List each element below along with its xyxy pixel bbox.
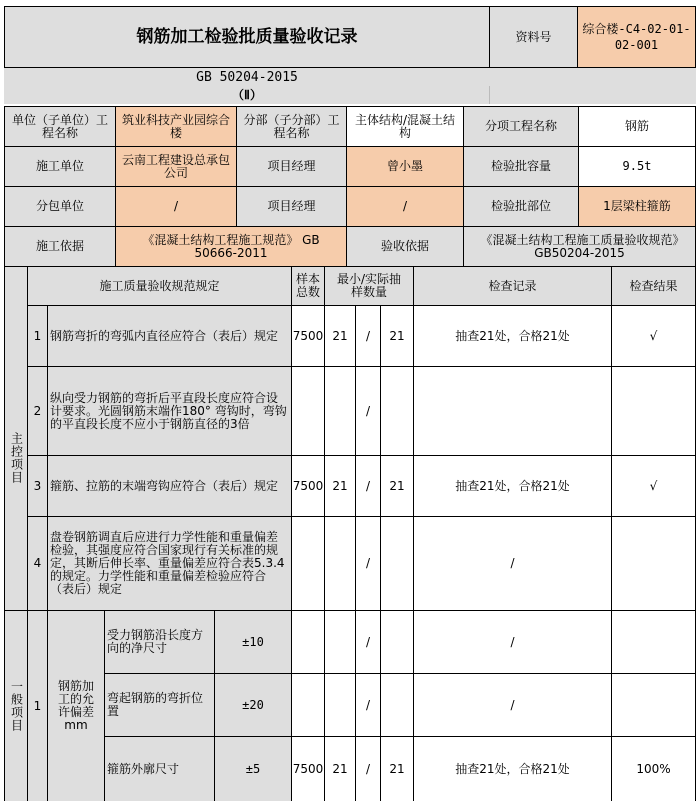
main-row-1-record: 抽查21处，合格21处 [413, 305, 612, 367]
main-row-3-slash: / [355, 455, 381, 517]
subcontractor-label: 分包单位 [4, 186, 116, 227]
main-row-1-slash: / [355, 305, 381, 367]
subcontractor-value: / [115, 186, 237, 227]
main-row-3-result: √ [611, 455, 696, 517]
general-row-3-slash: / [355, 736, 381, 801]
general-row-2-result [611, 673, 696, 737]
main-row-4-no: 4 [27, 516, 48, 611]
main-row-3-actual: 21 [380, 455, 414, 517]
general-row-3-record: 抽查21处，合格21处 [413, 736, 612, 801]
subdivision-value: 主体结构/混凝土结构 [346, 106, 464, 147]
main-row-3-text: 箍筋、拉筋的末端弯钩应符合（表后）规定 [47, 455, 292, 517]
general-row-2-actual [380, 673, 414, 737]
group-col-head [4, 266, 28, 306]
main-row-4-total [291, 516, 325, 611]
main-row-2-text: 纵向受力钢筋的弯折后平直段长度应符合设计要求。光圆钢筋末端作180° 弯钩时，弯钩的平直段长度不应小于钢筋直径的3倍 [47, 366, 292, 456]
general-items-group-label: 一般项目 [4, 610, 28, 801]
main-row-1-total: 7500 [291, 305, 325, 367]
result-head: 检查结果 [611, 266, 696, 306]
general-row-no: 1 [27, 610, 48, 801]
general-row-1-slash: / [355, 610, 381, 674]
part-label: 检验批部位 [463, 186, 579, 227]
general-row-1-tol: ±10 [214, 610, 292, 674]
project-manager-label: 项目经理 [236, 146, 347, 187]
roman-numeral-blank [489, 86, 696, 104]
general-row-1-text: 受力钢筋沿长度方向的净尺寸 [104, 610, 215, 674]
general-row-2-text: 弯起钢筋的弯折位置 [104, 673, 215, 737]
item-value: 钢筋 [578, 106, 696, 147]
contractor-label: 施工单位 [4, 146, 116, 187]
main-row-2-min [324, 366, 356, 456]
contractor-value: 云南工程建设总承包公司 [115, 146, 237, 187]
basis-label: 施工依据 [4, 226, 116, 267]
general-row-2-total [291, 673, 325, 737]
general-row-2-slash: / [355, 673, 381, 737]
main-row-4-record: / [413, 516, 612, 611]
general-row-3-tol: ±5 [214, 736, 292, 801]
general-row-3-result: 100% [611, 736, 696, 801]
basis-value: 《混凝土结构工程施工规范》 GB 50666-2011 [115, 226, 347, 267]
main-row-1-actual: 21 [380, 305, 414, 367]
main-row-1-result: √ [611, 305, 696, 367]
project-manager-2-value: / [346, 186, 464, 227]
general-row-1-total [291, 610, 325, 674]
main-row-3-total: 7500 [291, 455, 325, 517]
roman-numeral: （Ⅱ） [4, 86, 490, 104]
project-manager-value: 曾小墨 [346, 146, 464, 187]
main-row-4-actual [380, 516, 414, 611]
general-row-3-total: 7500 [291, 736, 325, 801]
general-row-3-actual: 21 [380, 736, 414, 801]
general-sub-label: 钢筋加工的允许偏差mm [47, 610, 105, 801]
capacity-label: 检验批容量 [463, 146, 579, 187]
general-row-1-result [611, 610, 696, 674]
part-value: 1层梁柱箍筋 [578, 186, 696, 227]
unit-label: 单位（子单位）工程名称 [4, 106, 116, 147]
general-row-2-min [324, 673, 356, 737]
main-row-2-result [611, 366, 696, 456]
spec-head: 施工质量验收规范规定 [27, 266, 292, 306]
main-row-3-record: 抽查21处，合格21处 [413, 455, 612, 517]
unit-value: 筑业科技产业园综合楼 [115, 106, 237, 147]
doc-no-value: 综合楼-C4-02-01-02-001 [577, 6, 696, 68]
main-row-1-text: 钢筋弯折的弯弧内直径应符合（表后）规定 [47, 305, 292, 367]
main-row-3-no: 3 [27, 455, 48, 517]
main-row-1-no: 1 [27, 305, 48, 367]
min-actual-head: 最小/实际抽样数量 [324, 266, 414, 306]
subdivision-label: 分部（子分部）工程名称 [236, 106, 347, 147]
main-row-2-actual [380, 366, 414, 456]
general-row-3-text: 箍筋外廓尺寸 [104, 736, 215, 801]
sample-total-head: 样本总数 [291, 266, 325, 306]
general-row-3-min: 21 [324, 736, 356, 801]
main-row-4-min [324, 516, 356, 611]
general-row-1-actual [380, 610, 414, 674]
accept-basis-value: 《混凝土结构工程施工质量验收规范》GB50204-2015 [463, 226, 696, 267]
standard-code-blank [489, 67, 696, 87]
accept-basis-label: 验收依据 [346, 226, 464, 267]
standard-code: GB 50204-2015 [4, 67, 490, 87]
general-row-1-record: / [413, 610, 612, 674]
page-title: 钢筋加工检验批质量验收记录 [4, 6, 490, 68]
main-row-3-min: 21 [324, 455, 356, 517]
main-row-2-record [413, 366, 612, 456]
general-row-2-tol: ±20 [214, 673, 292, 737]
main-row-4-slash: / [355, 516, 381, 611]
general-row-1-min [324, 610, 356, 674]
main-row-2-total [291, 366, 325, 456]
project-manager-2-label: 项目经理 [236, 186, 347, 227]
item-label: 分项工程名称 [463, 106, 579, 147]
record-head: 检查记录 [413, 266, 612, 306]
main-row-4-text: 盘卷钢筋调直后应进行力学性能和重量偏差检验，其强度应符合国家现行有关标准的规定，其断后伸长率、重量偏差应符合表5.3.4的规定。力学性能和重量偏差检验应符合（表后）规定 [47, 516, 292, 611]
main-items-group-label: 主控项目 [4, 305, 28, 611]
main-row-2-slash: / [355, 366, 381, 456]
capacity-value: 9.5t [578, 146, 696, 187]
general-row-2-record: / [413, 673, 612, 737]
doc-no-label: 资料号 [489, 6, 578, 68]
main-row-2-no: 2 [27, 366, 48, 456]
main-row-4-result [611, 516, 696, 611]
main-row-1-min: 21 [324, 305, 356, 367]
